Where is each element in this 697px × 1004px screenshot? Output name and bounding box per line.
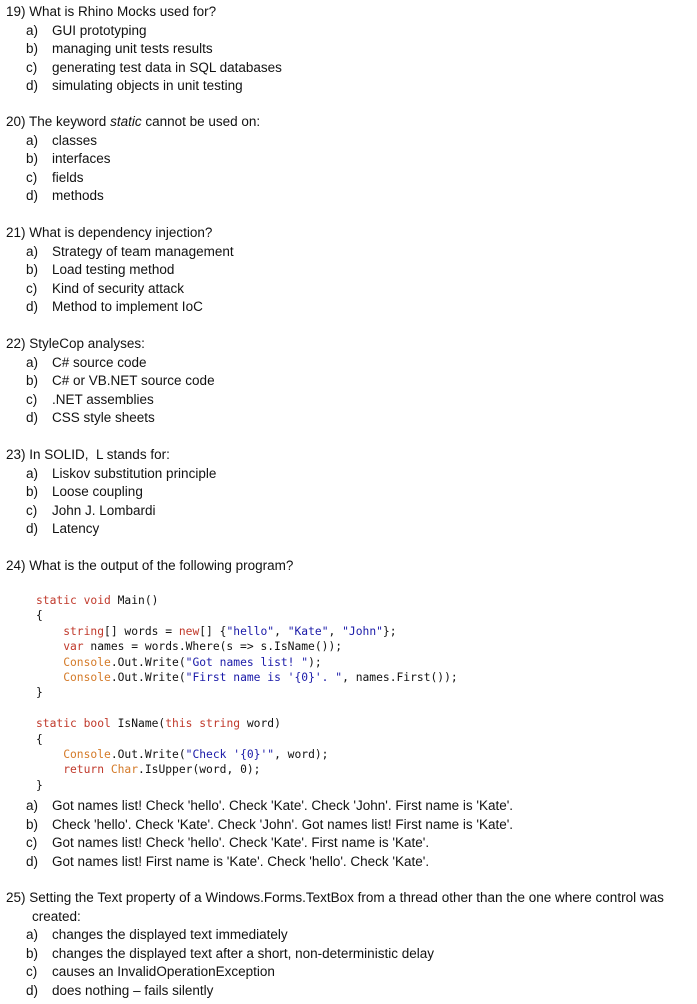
option: d) Got names list! First name is 'Kate'. Check 'hello'. Check 'Kate'.	[26, 853, 430, 869]
question-stem-continued: created:	[32, 908, 81, 924]
code-line: }	[36, 778, 43, 792]
option: c) .NET assemblies	[26, 391, 154, 407]
option: b) changes the displayed text after a short, non-deterministic delay	[26, 945, 434, 961]
question-23	[6, 446, 216, 539]
option: c) fields	[26, 169, 84, 185]
code-line: static bool IsName(this string word)	[36, 717, 281, 731]
option: b) C# or VB.NET source code	[26, 373, 215, 388]
question-stem: 22) StyleCop analyses:	[6, 336, 145, 351]
question-25	[6, 889, 696, 1000]
option: b) Load testing method	[26, 262, 175, 277]
option: c) Kind of security attack	[26, 280, 185, 296]
option: b) Loose coupling	[26, 484, 143, 499]
code-line: {	[36, 609, 43, 623]
option: b) Check 'hello'. Check 'Kate'. Check 'John'. Got names list! First name is 'Kate'.	[26, 816, 514, 832]
question-stem: 25) Setting the Text property of a Windows.Forms.TextBox from a thread other than the one where control was	[6, 890, 664, 905]
option: a) C# source code	[26, 354, 147, 370]
question-stem: 21) What is dependency injection?	[6, 225, 213, 240]
option: c) causes an InvalidOperationException	[26, 964, 275, 979]
option: a) Strategy of team management	[26, 243, 234, 259]
option: a) Liskov substitution principle	[26, 465, 217, 481]
option: d) simulating objects in unit testing	[26, 78, 243, 93]
question-20	[6, 113, 260, 206]
question-stem: 19) What is Rhino Mocks used for?	[6, 4, 217, 19]
code-line: return Char.IsUpper(word, 0);	[36, 763, 261, 777]
option: b) managing unit tests results	[26, 41, 213, 56]
question-stem: 24) What is the output of the following program?	[6, 558, 294, 573]
question-stem: 20) The keyword static cannot be used on:	[6, 114, 261, 129]
option: c) generating test data in SQL databases	[26, 59, 282, 75]
code-line: string[] words = new[] {"hello", "Kate", "John"};	[36, 624, 397, 638]
option: d) Method to implement IoC	[26, 299, 203, 314]
code-line: Console.Out.Write("First name is '{0}'. ", names.First());	[36, 670, 458, 684]
code-block	[36, 578, 458, 794]
option: d) does nothing – fails silently	[26, 982, 214, 998]
question-22	[6, 335, 215, 428]
option: c) Got names list! Check 'hello'. Check 'Kate'. First name is 'Kate'.	[26, 835, 430, 850]
option: a) classes	[26, 132, 98, 148]
option: d) CSS style sheets	[26, 410, 155, 425]
question-24-options	[6, 797, 513, 871]
option: b) interfaces	[26, 151, 111, 166]
question-19	[6, 3, 282, 96]
question-24	[6, 557, 458, 793]
question-21	[6, 224, 234, 317]
option: c) John J. Lombardi	[26, 502, 156, 518]
code-line: static void Main()	[36, 593, 159, 607]
option: a) GUI prototyping	[26, 22, 147, 38]
code-line: {	[36, 732, 43, 746]
code-line: var names = words.Where(s => s.IsName());	[36, 640, 343, 654]
option: d) Latency	[26, 521, 100, 536]
question-stem: 23) In SOLID, L stands for:	[6, 447, 170, 462]
emphasis: static	[110, 114, 142, 129]
option: d) methods	[26, 188, 104, 203]
option: a) Got names list! Check 'hello'. Check 'Kate'. Check 'John'. First name is 'Kate'.	[26, 798, 514, 813]
code-line: Console.Out.Write("Check '{0}'", word);	[36, 747, 329, 761]
code-line: }	[36, 686, 43, 700]
option: a) changes the displayed text immediately	[26, 927, 288, 942]
code-line: Console.Out.Write("Got names list! ");	[36, 655, 322, 669]
